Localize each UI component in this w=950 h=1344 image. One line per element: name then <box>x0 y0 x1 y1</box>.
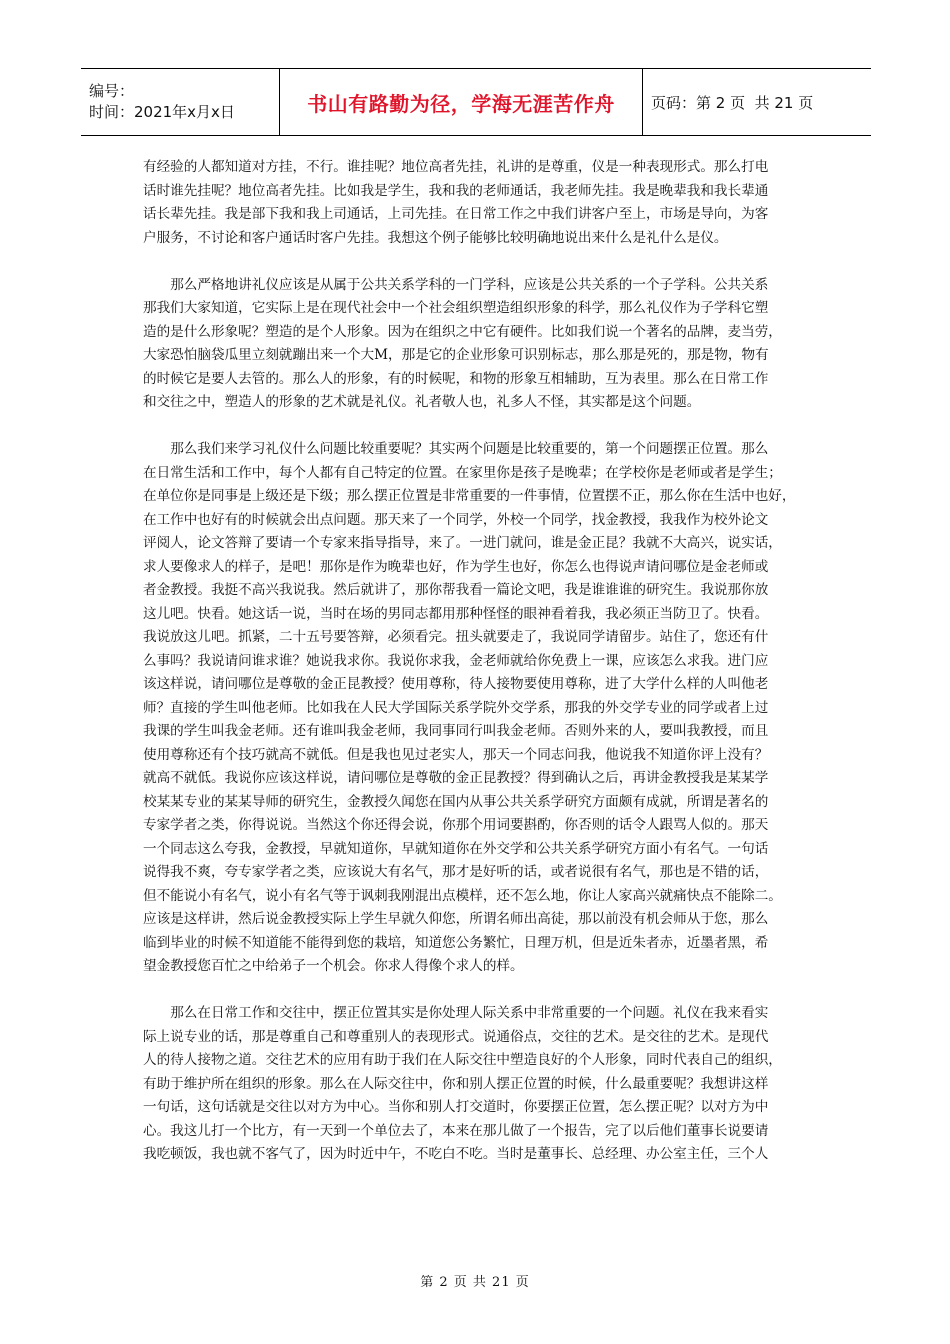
paragraph: 有经验的人都知道对方挂，不行。谁挂呢？地位高者先挂，礼讲的是尊重，仪是一种表现形式。那么打电 话时谁先挂呢？地位高者先挂。比如我是学生，我和我的老师通话，我老师先挂。我是晚辈我和我长辈通 话长辈先挂。我是部下我和我上司通话，上司先挂。在日常工作之中我们讲客户至上，市场是导向，为客 户服务，不讨论和客户通话时客户先挂。我想这个例子能够比较明确地说出来什么是礼什么是仪。 <box>143 159 769 246</box>
paragraph: 那么我们来学习礼仪什么问题比较重要呢？其实两个问题是比较重要的，第一个问题摆正位置。那么 在日常生活和工作中，每个人都有自己特定的位置。在家里你是孩子是晚辈；在学校你是老师或者是学生； 在单位你是同事是上级还是下级；那么摆正位置是非常重要的一件事情，位置摆不正，那么你在生活中也好， 在工作中也好有的时候就会出点问题。那天来了一个同学，外校一个同学，找金教授，我我作为校外论文 评阅人，论文答辩了要请一个专家来指导指导，来了。一进门就问，谁是金正昆？我就不大高兴，说实话， 求人要像求人的样子，是吧！那你是作为晚辈也好，作为学生也好，你怎么也得说声请问哪位是金老师或 者金教授。我挺不高兴我说我。然后就讲了，那你帮我看一篇论文吧，我是谁谁谁的研究生。我说那你放 这儿吧。快看。她这话一说，当时在场的男同志都用那种怪怪的眼神看着我，我必须正当防卫了。快看。 我说放这儿吧。抓紧，二十五号要答辩，必须看完。扭头就要走了，我说同学请留步。站住了，您还有什 么事吗？我说请问谁求谁？她说我求你。我说你求我，金老师就给你免费上一课，应该怎么求我。进门应 该这样说，请问哪位是尊敬的金正昆教授？使用尊称，待人接物要使用尊称，进了大学什么样的人叫他老 师？直接的学生叫他老师。比如我在人民大学国际关系学院外交学系，那我的外交学专业的同学或者上过 我课的学生叫我金老师。还有谁叫我金老师，我同事同行叫我金老师。否则外来的人，要叫我教授，而且 使用尊称还有个技巧就高不就低。但是我也见过老实人，那天一个同志问我，他说我不知道你评上没有？ 就高不就低。我说你应该这样说，请问哪位是尊敬的金正昆教授？得到确认之后，再讲金教授我是某某学 校某某专业的某某导师的研究生，金教授久闻您在国内从事公共关系学研究方面颇有成就，所谓是著名的 专家学者之类，你得说说。当然这个你还得会说，你那个用词要斟酌，你否则的话令人跟骂人似的。那天 一个同志这么夸我，金教授，早就知道你，早就知道你在外交学和公共关系学研究方面小有名气。一句话 说得我不爽，夸专家学者之类，应该说大有名气，那才是好听的话，或者说很有名气，那也是不错的话， 但不能说小有名气，说小有名气等于讽刺我刚混出点模样，还不怎么地，你让人家高兴就痛快点不能除二。 应该是这样讲，然后说金教授实际上学生早就久仰您，所谓名师出高徒，那以前没有机会师从于您，那么 临到毕业的时候不知道能不能得到您的栽培，知道您公务繁忙，日理万机，但是近朱者赤，近墨者黑，希 望金教授您百忙之中给弟子一个机会。你求人得像个求人的样。 <box>143 441 796 974</box>
page-header <box>81 68 871 136</box>
header-motto-cell <box>279 69 643 135</box>
page-footer: 第 2 页 共 21 页 <box>420 1275 530 1290</box>
document-number-label: 编号： <box>89 82 135 100</box>
document-body <box>143 156 813 1167</box>
paragraph: 那么严格地讲礼仪应该是从属于公共关系学科的一门学科，应该是公共关系的一个子学科。公共关系 那我们大家知道，它实际上是在现代社会中一个社会组织塑造组织形象的科学，那么礼仪作为子学科它塑 造的是什么形象呢？塑造的是个人形象。因为在组织之中它有硬件。比如我们说一个著名的品牌，麦当劳， 大家恐怕脑袋瓜里立刻就蹦出来一个大M，那是它的企业形象可识别标志，那么那是死的，那是物，物有 的时候它是要人去管的。那么人的形象，有的时候呢，和物的形象互相辅助，互为表里。那么在日常工作 和交往之中，塑造人的形象的艺术就是礼仪。礼者敬人也，礼多人不怪，其实都是这个问题。 <box>143 276 782 410</box>
header-page-cell <box>643 69 871 135</box>
header-motto: 书山有路勤为径，学海无涯苦作舟 <box>307 91 615 116</box>
header-page-label: 页码：第 2 页 共 21 页 <box>651 93 814 112</box>
document-time-label: 时间：2021年x月x日 <box>89 103 235 121</box>
paragraph: 那么在日常工作和交往中，摆正位置其实是你处理人际关系中非常重要的一个问题。礼仪在我来看实 际上说专业的话，那是尊重自己和尊重别人的表现形式。说通俗点，交往的艺术。是交往的艺术。是现代 人的待人接物之道。交往艺术的应用有助于我们在人际交往中塑造良好的个人形象，同时代表自己的组织， 有助于维护所在组织的形象。那么在人际交往中，你和别人摆正位置的时候，什么最重要呢？我想讲这样 一句话，这句话就是交往以对方为中心。当你和别人打交道时，你要摆正位置，怎么摆正呢？以对方为中 心。我这儿打一个比方，有一天到一个单位去了，本来在那儿做了一个报告，完了以后他们董事长说要请 我吃顿饭，我也就不客气了，因为时近中午，不吃白不吃。当时是董事长、总经理、办公室主任，三个人 <box>143 1005 782 1162</box>
header-meta <box>81 69 279 135</box>
